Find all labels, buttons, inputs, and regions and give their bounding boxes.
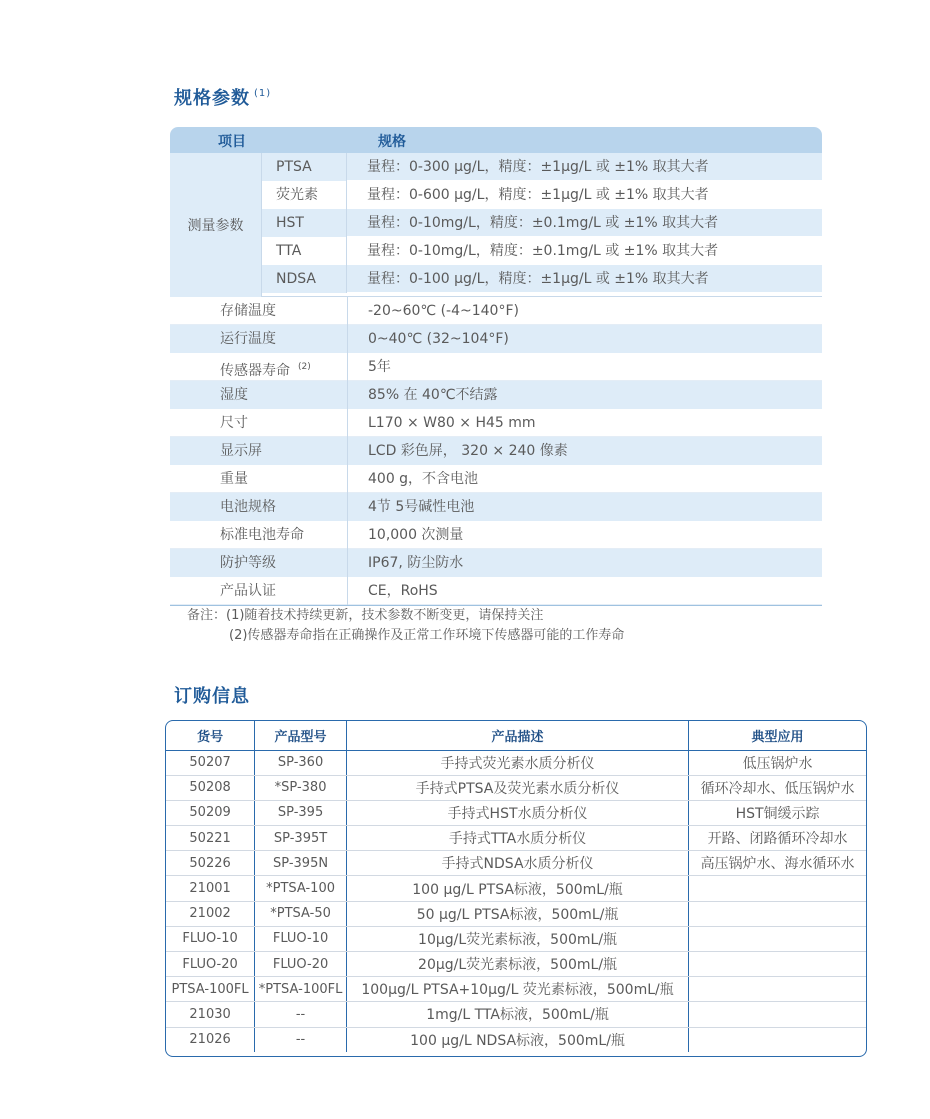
table-row <box>166 952 866 977</box>
cell-model: -- <box>255 1002 347 1027</box>
spec-row <box>170 409 822 437</box>
table-row <box>166 1027 866 1052</box>
spec-label: 尺寸 <box>220 415 248 431</box>
cell-app <box>689 977 866 1002</box>
cell-desc: 100 μg/L PTSA标液，500mL/瓶 <box>346 876 688 901</box>
table-row <box>166 876 866 901</box>
measurement-name: HST <box>262 209 347 237</box>
order-header-row <box>166 721 866 750</box>
measurement-row <box>262 181 822 209</box>
cell-desc: 手持式TTA水质分析仪 <box>346 826 688 851</box>
spec-section-title: 规格参数 $^{(1)}$ <box>174 88 272 109</box>
table-row <box>166 800 866 825</box>
measurement-value: 量程：0-10mg/L，精度：±0.1mg/L 或 ±1% 取其大者 <box>347 209 822 237</box>
measurement-row <box>262 237 822 265</box>
cell-model: *PTSA-100FL <box>255 977 347 1002</box>
note-line-2: (2)传感器寿命指在正确操作及正常工作环境下传感器可能的工作寿命 <box>229 628 625 643</box>
spec-value: LCD 彩色屏， 320 × 240 像素 <box>347 437 822 465</box>
cell-code: 21001 <box>166 876 255 901</box>
table-row <box>166 977 866 1002</box>
cell-code: 50207 <box>166 750 255 775</box>
spec-value: 4节 5号碱性电池 <box>347 493 822 521</box>
spec-row <box>170 577 822 605</box>
cell-code: 21026 <box>166 1027 255 1052</box>
cell-desc: 20μg/L荧光素标液，500mL/瓶 <box>346 952 688 977</box>
spec-row <box>170 381 822 409</box>
cell-app <box>689 926 866 951</box>
spec-label: 标准电池寿命 <box>220 527 304 543</box>
cell-model: -- <box>255 1027 347 1052</box>
cell-code: 21002 <box>166 901 255 926</box>
measurement-value: 量程：0-10mg/L，精度：±0.1mg/L 或 ±1% 取其大者 <box>347 237 822 265</box>
cell-model: *PTSA-100 <box>255 876 347 901</box>
spec-value: 85% 在 40℃不结露 <box>347 381 822 409</box>
table-row <box>166 851 866 876</box>
cell-desc: 100μg/L PTSA+10μg/L 荧光素标液，500mL/瓶 <box>346 977 688 1002</box>
spec-row <box>170 465 822 493</box>
measurement-row <box>262 209 822 237</box>
cell-code: 21030 <box>166 1002 255 1027</box>
cell-desc: 手持式PTSA及荧光素水质分析仪 <box>346 775 688 800</box>
cell-desc: 50 μg/L PTSA标液，500mL/瓶 <box>346 901 688 926</box>
cell-app <box>689 876 866 901</box>
cell-code: FLUO-10 <box>166 926 255 951</box>
header-model: 产品型号 <box>255 721 347 750</box>
spec-value: 10,000 次测量 <box>347 521 822 549</box>
measurement-row <box>262 265 822 293</box>
header-spec: 规格 <box>378 134 406 150</box>
cell-app <box>689 901 866 926</box>
header-item: 项目 <box>218 134 246 150</box>
header-desc: 产品描述 <box>346 721 688 750</box>
cell-model: SP-395 <box>255 800 347 825</box>
table-row <box>166 1002 866 1027</box>
spec-row <box>170 353 822 381</box>
cell-model: *PTSA-50 <box>255 901 347 926</box>
table-row <box>166 826 866 851</box>
spec-label: 运行温度 <box>220 331 276 347</box>
cell-code: FLUO-20 <box>166 952 255 977</box>
spec-label: 显示屏 <box>220 443 262 459</box>
cell-app <box>689 1002 866 1027</box>
spec-value: 5年 <box>347 353 822 381</box>
spec-notes <box>187 606 624 646</box>
spec-row <box>170 325 822 353</box>
measurement-group-label: 测量参数 <box>170 153 262 297</box>
spec-title-note-ref: (1) <box>254 88 272 99</box>
cell-app: 低压锅炉水 <box>689 750 866 775</box>
spec-label: 湿度 <box>220 387 248 403</box>
measurement-name: NDSA <box>262 265 347 293</box>
cell-desc: 1mg/L TTA标液，500mL/瓶 <box>346 1002 688 1027</box>
spec-row <box>170 521 822 549</box>
spec-label: 电池规格 <box>220 499 276 515</box>
spec-label: 重量 <box>220 471 248 487</box>
spec-label: 传感器寿命 $^{(2)}$ <box>220 362 311 379</box>
spec-table <box>170 127 822 606</box>
cell-desc: 手持式HST水质分析仪 <box>346 800 688 825</box>
table-row <box>166 926 866 951</box>
spec-row <box>170 437 822 465</box>
spec-row <box>170 493 822 521</box>
measurement-row <box>262 153 822 181</box>
measurement-value: 量程：0-100 μg/L，精度：±1μg/L 或 ±1% 取其大者 <box>347 265 822 293</box>
cell-code: 50226 <box>166 851 255 876</box>
cell-app: 高压锅炉水、海水循环水 <box>689 851 866 876</box>
spec-value: CE，RoHS <box>347 577 822 605</box>
spec-table-header <box>170 127 822 153</box>
measurement-value: 量程：0-600 μg/L，精度：±1μg/L 或 ±1% 取其大者 <box>347 181 822 209</box>
spec-label: 存储温度 <box>220 303 276 319</box>
order-table <box>165 720 867 1057</box>
cell-desc: 100 μg/L NDSA标液，500mL/瓶 <box>346 1027 688 1052</box>
cell-desc: 10μg/L荧光素标液，500mL/瓶 <box>346 926 688 951</box>
spec-value: IP67, 防尘防水 <box>347 549 822 577</box>
measurement-name: 荧光素 <box>262 181 347 209</box>
spec-value: L170 × W80 × H45 mm <box>347 409 822 437</box>
table-row <box>166 775 866 800</box>
spec-label-note-ref: (2) <box>298 362 311 372</box>
cell-model: SP-360 <box>255 750 347 775</box>
order-section-title: 订购信息 <box>174 686 250 707</box>
cell-code: 50209 <box>166 800 255 825</box>
cell-model: FLUO-20 <box>255 952 347 977</box>
spec-row <box>170 297 822 325</box>
cell-code: 50208 <box>166 775 255 800</box>
header-app: 典型应用 <box>689 721 866 750</box>
measurement-group <box>170 153 822 297</box>
cell-model: SP-395N <box>255 851 347 876</box>
note-line-1: 备注：(1)随着技术持续更新，技术参数不断变更，请保持关注 <box>187 608 544 623</box>
measurement-value: 量程：0-300 μg/L，精度：±1μg/L 或 ±1% 取其大者 <box>347 153 822 181</box>
table-row <box>166 901 866 926</box>
cell-app <box>689 952 866 977</box>
header-code: 货号 <box>166 721 255 750</box>
spec-label: 防护等级 <box>220 555 276 571</box>
cell-model: *SP-380 <box>255 775 347 800</box>
spec-label: 产品认证 <box>220 583 276 599</box>
cell-app: 循环冷却水、低压锅炉水 <box>689 775 866 800</box>
measurement-name: PTSA <box>262 153 347 181</box>
cell-code: PTSA-100FL <box>166 977 255 1002</box>
cell-model: FLUO-10 <box>255 926 347 951</box>
cell-app: 开路、闭路循环冷却水 <box>689 826 866 851</box>
cell-model: SP-395T <box>255 826 347 851</box>
cell-code: 50221 <box>166 826 255 851</box>
spec-value: 400 g，不含电池 <box>347 465 822 493</box>
cell-desc: 手持式荧光素水质分析仪 <box>346 750 688 775</box>
measurement-name: TTA <box>262 237 347 265</box>
spec-value: 0~40℃ (32~104°F) <box>347 325 822 353</box>
table-row <box>166 750 866 775</box>
cell-desc: 手持式NDSA水质分析仪 <box>346 851 688 876</box>
cell-app <box>689 1027 866 1052</box>
spec-row <box>170 549 822 577</box>
cell-app: HST铜缓示踪 <box>689 800 866 825</box>
spec-value: -20~60℃ (-4~140°F) <box>347 297 822 325</box>
